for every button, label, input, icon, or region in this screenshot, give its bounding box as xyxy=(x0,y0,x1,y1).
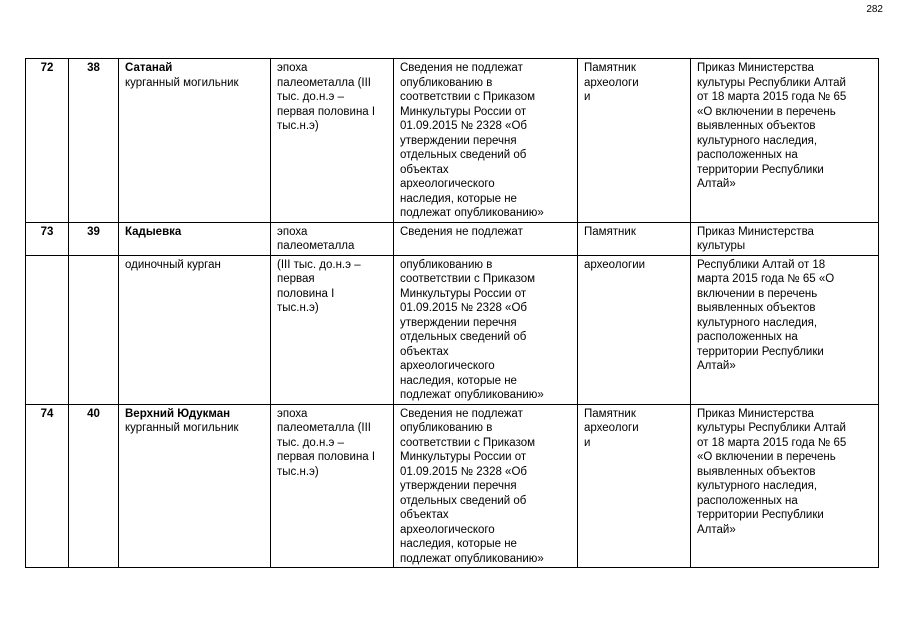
info-cell: Сведения не подлежат xyxy=(394,222,578,255)
table-row xyxy=(26,222,879,255)
category-cell: Памятник xyxy=(578,222,691,255)
table-row xyxy=(26,59,879,223)
category-cell: Памятник археологи и xyxy=(578,404,691,568)
object-type: одиночный курган xyxy=(119,255,271,404)
category-cell: археологии xyxy=(578,255,691,404)
table-row xyxy=(26,255,879,404)
info-cell: опубликованию в соответствии с Приказом Минкультуры России от 01.09.2015 № 2328 «Об утверждении перечня отдельных сведений об объектах археологического наследия, которые не подлежат опубликованию» xyxy=(394,255,578,404)
object-name: Сатанай xyxy=(125,62,173,74)
order-cell: Приказ Министерства культуры Республики Алтай от 18 марта 2015 года № 65 «О включении в перечень выявленных объектов культурного наследия, расположенных на территории Республики Алтай» xyxy=(691,404,879,568)
dating-cell: эпоха палеометалла (III тыс. до.н.э – первая половина I тыс.н.э) xyxy=(271,404,394,568)
category-cell: Памятник археологи и xyxy=(578,59,691,223)
dating-cell: (III тыс. до.н.э – первая половина I тыс.н.э) xyxy=(271,255,394,404)
registry-number: 38 xyxy=(69,59,119,223)
object-cell xyxy=(119,404,271,568)
page-number: 282 xyxy=(866,4,883,15)
object-type: курганный могильник xyxy=(125,76,239,89)
registry-number xyxy=(69,255,119,404)
order-cell: Приказ Министерства культуры Республики Алтай от 18 марта 2015 года № 65 «О включении в перечень выявленных объектов культурного наследия, расположенных на территории Республики Алтай» xyxy=(691,59,879,223)
table-row xyxy=(26,404,879,568)
object-name: Верхний Юдукман xyxy=(125,407,231,420)
object-type: курганный могильник xyxy=(125,422,239,434)
order-cell: Приказ Министерства культуры xyxy=(691,222,879,255)
info-cell: Сведения не подлежат опубликованию в соответствии с Приказом Минкультуры России от 01.09.2015 № 2328 «Об утверждении перечня отдельных сведений об объектах археологического наследия, которые не подлежат опубликованию» xyxy=(394,404,578,568)
row-number: 73 xyxy=(26,222,69,255)
row-number: 72 xyxy=(26,59,69,223)
heritage-objects-table xyxy=(25,58,879,568)
dating-cell: эпоха палеометалла (III тыс. до.н.э – первая половина I тыс.н.э) xyxy=(271,59,394,223)
registry-number: 39 xyxy=(69,222,119,255)
order-cell: Республики Алтай от 18 марта 2015 года № 65 «О включении в перечень выявленных объектов культурного наследия, расположенных на территории Республики Алтай» xyxy=(691,255,879,404)
object-name: Кадыевка xyxy=(119,222,271,255)
registry-number: 40 xyxy=(69,404,119,568)
row-number: 74 xyxy=(26,404,69,568)
row-number xyxy=(26,255,69,404)
object-cell xyxy=(119,59,271,223)
info-cell: Сведения не подлежат опубликованию в соответствии с Приказом Минкультуры России от 01.09.2015 № 2328 «Об утверждении перечня отдельных сведений об объектах археологического наследия, которые не подлежат опубликованию» xyxy=(394,59,578,223)
dating-cell: эпоха палеометалла xyxy=(271,222,394,255)
